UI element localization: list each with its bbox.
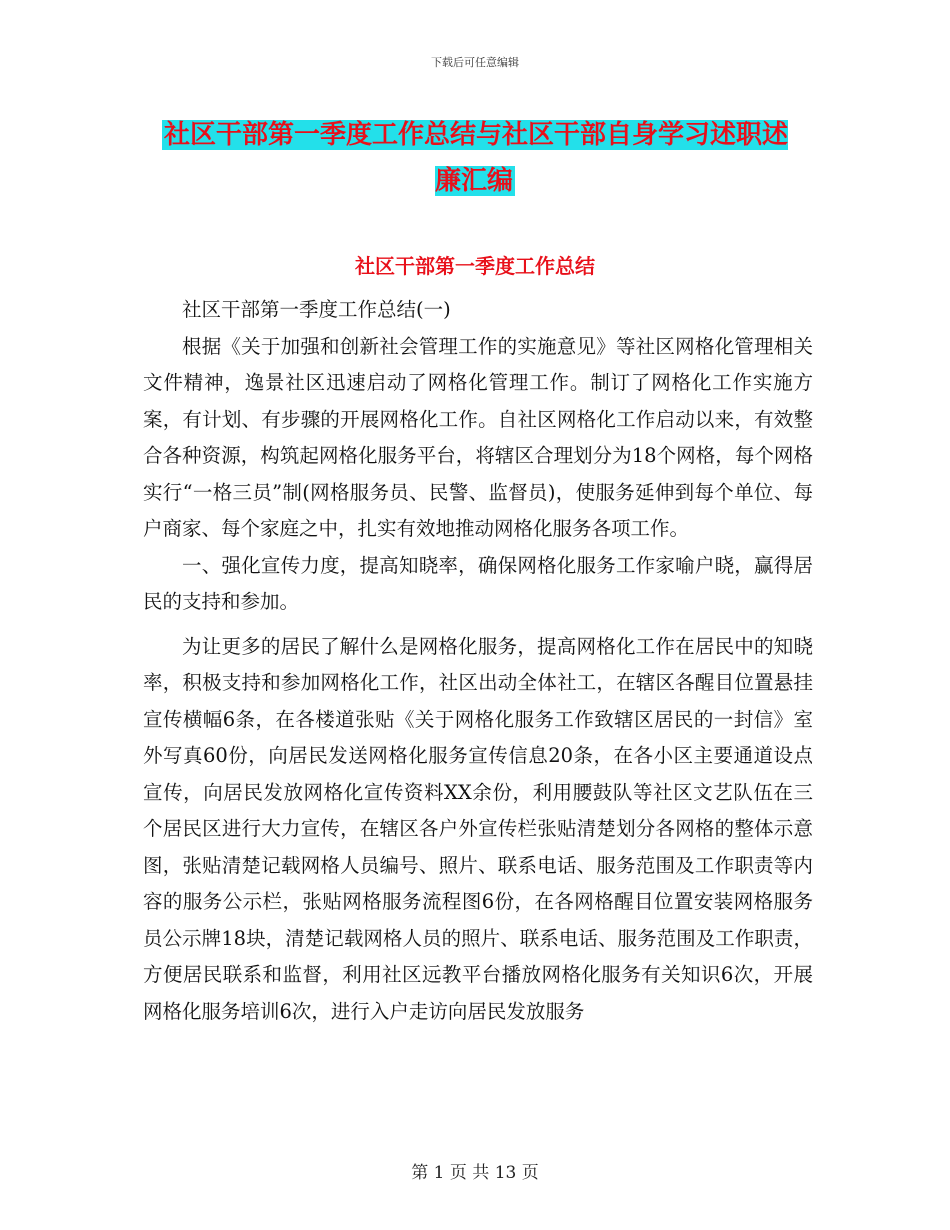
document-main-title (150, 112, 800, 204)
page-header-note: 下载后可任意编辑 (431, 56, 519, 69)
body-paragraph: 为让更多的居民了解什么是网格化服务，提高网格化工作在居民中的知晓率，积极支持和参加网格化工作，社区出动全体社工，在辖区各醒目位置悬挂宣传横幅6条，在各楼道张贴《关于网格化服务工作致辖区居民的一封信》室外写真60份，向居民发送网格化服务宣传信息20条，在各小区主要通道设点宣传，向居民发放网格化宣传资料XX余份，利用腰鼓队等社区文艺队伍在三个居民区进行大力宣传，在辖区各户外宣传栏张贴清楚划分各网格的整体示意图，张贴清楚记载网格人员编号、照片、联系电话、服务范围及工作职责等内容的服务公示栏，张贴网格服务流程图6份，在各网格醒目位置安装网格服务员公示牌18块，清楚记载网格人员的照片、联系电话、服务范围及工作职责，方便居民联系和监督，利用社区远教平台播放网格化服务有关知识6次，开展网格化服务培训6次，进行入户走访向居民发放服务 (143, 634, 813, 1023)
body-paragraph: 一、强化宣传力度，提高知晓率，确保网格化服务工作家喻户晓，赢得居民的支持和参加。 (143, 553, 813, 613)
main-title-text: 社区干部第一季度工作总结与社区干部自身学习述职述廉汇编 (163, 120, 788, 196)
subsection-heading: 社区干部第一季度工作总结(一) (182, 298, 451, 321)
document-body (143, 292, 813, 1030)
body-paragraph: 根据《关于加强和创新社会管理工作的实施意见》等社区网格化管理相关文件精神，逸景社区迅速启动了网格化管理工作。制订了网格化工作实施方案，有计划、有步骤的开展网格化工作。自社区网格化工作启动以来，有效整合各种资源，构筑起网格化服务平台，将辖区合理划分为18个网格，每个网格实行“一格三员”制(网格服务员、民警、监督员)，使服务延伸到每个单位、每户商家、每个家庭之中，扎实有效地推动网格化服务各项工作。 (143, 334, 813, 540)
page-footer: 第 1 页 共 13 页 (411, 1163, 539, 1183)
section-title: 社区干部第一季度工作总结 (355, 254, 595, 278)
